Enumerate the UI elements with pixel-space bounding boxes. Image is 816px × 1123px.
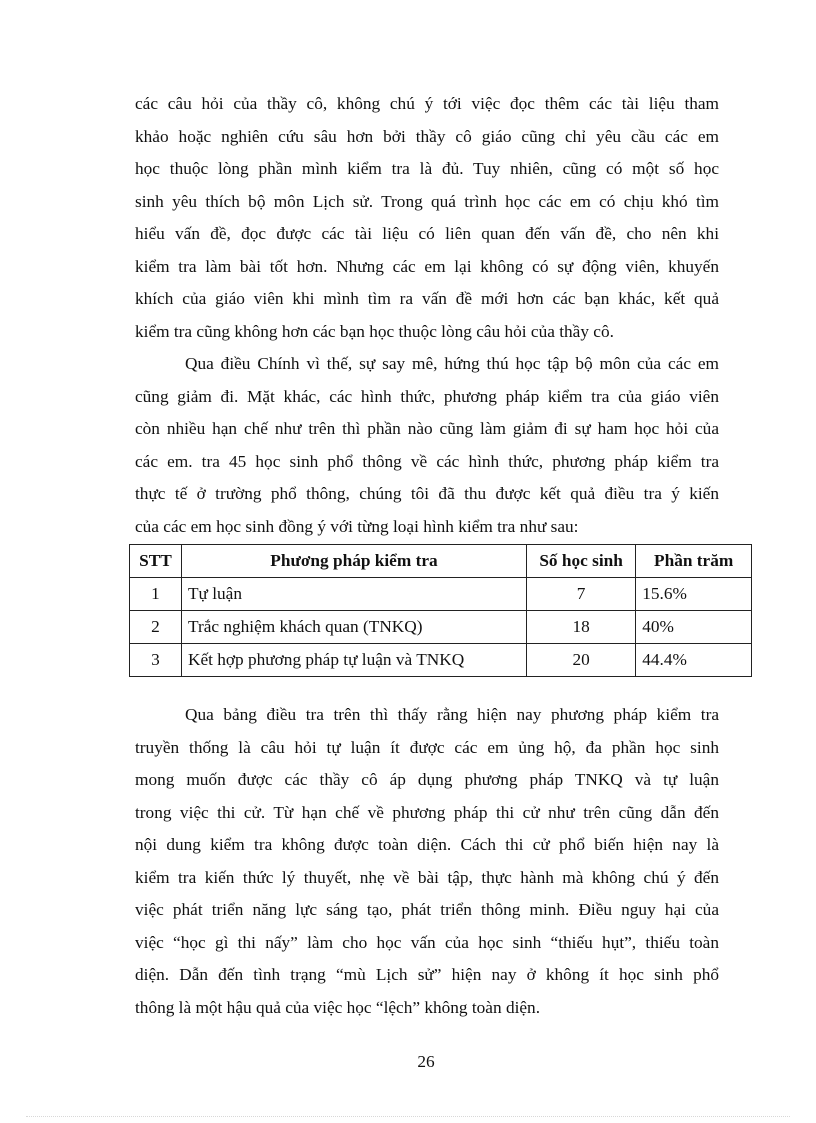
cell-percent: 44.4%: [636, 644, 752, 677]
paragraph-3: [135, 699, 719, 1024]
cell-percent: 40%: [636, 611, 752, 644]
table-row: [130, 611, 752, 644]
survey-results-table: [129, 544, 752, 677]
text-line: diện. Dẫn đến tình trạng “mù Lịch sử” hiện nay ở không ít học sinh phổ: [135, 965, 719, 984]
text-line: thực tế ở trường phổ thông, chúng tôi đã thu được kết quả điều tra ý kiến: [135, 484, 719, 503]
text-line: truyền thống là câu hỏi tự luận ít được các em ủng hộ, đa phần học sinh: [135, 737, 719, 757]
header-method: Phương pháp kiểm tra: [182, 545, 527, 578]
text-line: sinh yêu thích bộ môn Lịch sử. Trong quá trình học các em có chịu khó tìm: [135, 191, 719, 211]
text-line: việc “học gì thi nấy” làm cho học vấn của học sinh “thiếu hụt”, thiếu toàn: [135, 932, 719, 952]
header-stt: STT: [130, 545, 182, 578]
cell-percent: 15.6%: [636, 578, 752, 611]
cell-method: Trắc nghiệm khách quan (TNKQ): [182, 611, 527, 644]
table-row: [130, 644, 752, 677]
text-line: nội dung kiểm tra không được toàn diện. Cách thi cử phổ biến hiện nay là: [135, 835, 719, 854]
text-line: học thuộc lòng phần mình kiểm tra là đủ. Tuy nhiên, cũng có một số học: [135, 159, 719, 178]
text-line: Qua điều Chính vì thế, sự say mê, hứng thú học tập bộ môn của các em: [185, 354, 719, 373]
table-header-row: [130, 545, 752, 578]
paragraph-2: [135, 348, 719, 543]
cell-stt: 1: [130, 578, 182, 611]
page-number: 26: [417, 1052, 435, 1071]
text-line: cũng giảm đi. Mặt khác, các hình thức, phương pháp kiểm tra của giáo viên: [135, 386, 719, 406]
header-count: Số học sinh: [526, 545, 635, 578]
cell-method: Tự luận: [182, 578, 527, 611]
text-line: các câu hỏi của thầy cô, không chú ý tới việc đọc thêm các tài liệu tham: [135, 94, 719, 113]
text-line: kiểm tra làm bài tốt hơn. Nhưng các em lại không có sự động viên, khuyến: [135, 256, 719, 276]
text-line: khảo hoặc nghiên cứu sâu hơn bởi thầy cô giáo cũng chỉ yêu cầu các em: [135, 126, 719, 146]
cell-count: 18: [526, 611, 635, 644]
page-body: [135, 88, 734, 1024]
text-line: mong muốn được các thầy cô áp dụng phương pháp TNKQ và tự luận: [135, 770, 719, 789]
text-line: việc phát triển năng lực sáng tạo, phát triển thông minh. Điều nguy hại của: [135, 900, 719, 919]
footer-divider: [26, 1116, 790, 1117]
text-line: còn nhiều hạn chế như trên thì phần nào cũng làm giảm đi sự ham học hỏi của: [135, 419, 719, 438]
paragraph-1: [135, 88, 719, 348]
text-line: kiểm tra kiến thức lý thuyết, nhẹ về bài tập, thực hành mà không chú ý đến: [135, 867, 719, 887]
text-line: kiểm tra cũng không hơn các bạn học thuộc lòng câu hỏi của thầy cô.: [135, 321, 614, 341]
cell-count: 7: [526, 578, 635, 611]
text-line: thông là một hậu quả của việc học “lệch” không toàn diện.: [135, 997, 541, 1017]
cell-stt: 2: [130, 611, 182, 644]
text-line: của các em học sinh đồng ý với từng loại hình kiểm tra như sau:: [135, 516, 579, 536]
text-line: các em. tra 45 học sinh phổ thông về các hình thức, phương pháp kiểm tra: [135, 451, 719, 471]
text-line: trong việc thi cử. Từ hạn chế về phương pháp thi cử như trên cũng dẫn đến: [135, 802, 719, 822]
cell-stt: 3: [130, 644, 182, 677]
text-line: khích của giáo viên khi mình tìm ra vấn đề mới hơn các bạn khác, kết quả: [135, 289, 719, 308]
cell-method: Kết hợp phương pháp tự luận và TNKQ: [182, 644, 527, 677]
table-row: [130, 578, 752, 611]
cell-count: 20: [526, 644, 635, 677]
header-percent: Phần trăm: [636, 545, 752, 578]
text-line: Qua bảng điều tra trên thì thấy rằng hiện nay phương pháp kiểm tra: [185, 705, 719, 724]
text-line: hiểu vấn đề, đọc được các tài liệu có liên quan đến vấn đề, cho nên khi: [135, 224, 719, 243]
